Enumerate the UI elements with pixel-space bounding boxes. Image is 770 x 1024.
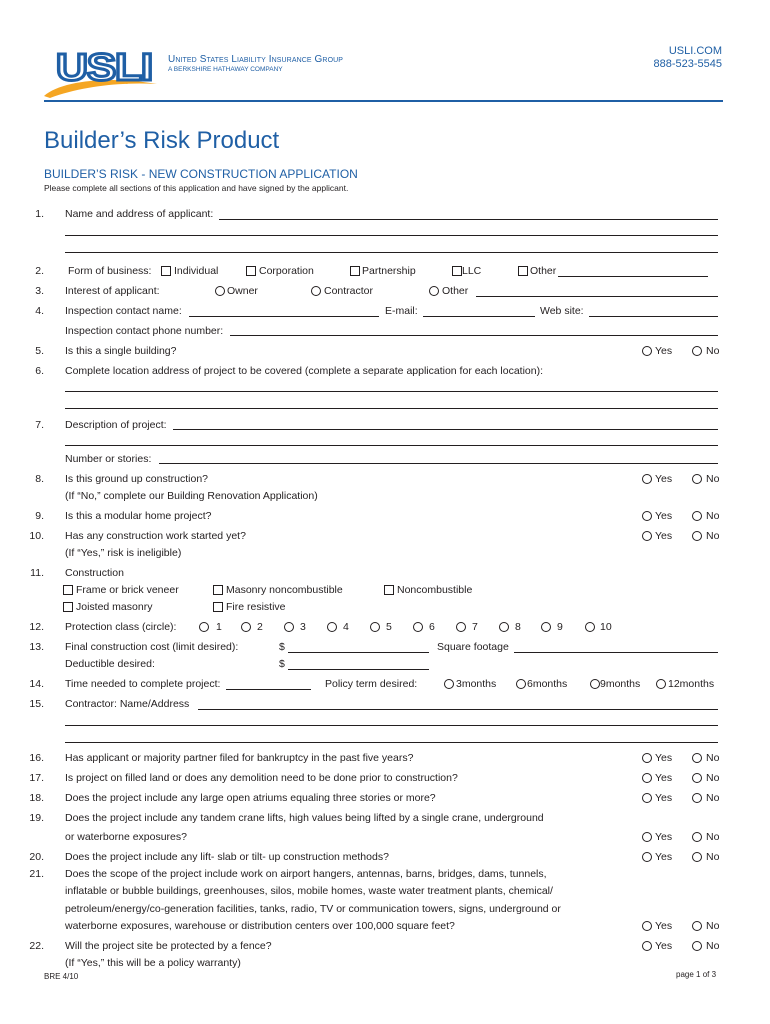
q21-label-line-3: petroleum/energy/co-generation facilities, tanks, radio, TV or communication towers, signs, underground or bbox=[65, 903, 561, 915]
q12-class-5-label: 5 bbox=[386, 621, 392, 633]
q17-no-label: No bbox=[706, 772, 720, 784]
q2-other-label: Other bbox=[530, 265, 557, 277]
q18-yes-label: Yes bbox=[655, 792, 673, 804]
form-subtitle: BUILDER’S RISK - NEW CONSTRUCTION APPLICATION bbox=[44, 167, 358, 181]
q13-label: Final construction cost (limit desired): bbox=[65, 641, 239, 653]
q14-6months-label: 6months bbox=[527, 678, 568, 690]
q22-no-label: No bbox=[706, 940, 720, 952]
q21-label-line-1: Does the scope of the project include work on airport hangers, antennas, barns, bridges, dams, tunnels, bbox=[65, 868, 547, 880]
q4-label: Inspection contact name: bbox=[65, 305, 182, 317]
q18-no-radio[interactable] bbox=[692, 793, 702, 803]
q18-no-label: No bbox=[706, 792, 720, 804]
q12-class-8-radio[interactable] bbox=[499, 622, 509, 632]
q7-number: 7. bbox=[35, 419, 44, 431]
q10-note: (If “Yes,” risk is ineligible) bbox=[65, 547, 182, 559]
q14-9months-radio[interactable] bbox=[590, 679, 600, 689]
q16-label: Has applicant or majority partner filed for bankruptcy in the past five years? bbox=[65, 752, 414, 764]
phone-number: 888-523-5545 bbox=[653, 58, 722, 70]
q5-number: 5. bbox=[35, 345, 44, 357]
q2-label: Form of business: bbox=[68, 265, 152, 277]
q20-label: Does the project include any lift- slab or tilt- up construction methods? bbox=[65, 851, 389, 863]
q11-noncomb-label: Noncombustible bbox=[397, 584, 473, 596]
form-instructions: Please complete all sections of this application and have signed by the applicant. bbox=[44, 183, 349, 193]
q9-number: 9. bbox=[35, 510, 44, 522]
q21-no-radio[interactable] bbox=[692, 921, 702, 931]
q21-label-line-2: inflatable or bubble buildings, greenhouses, silos, mobile homes, waste water treatment plants, chemical/ bbox=[65, 885, 553, 897]
q8-number: 8. bbox=[35, 473, 44, 485]
q12-class-3-radio[interactable] bbox=[284, 622, 294, 632]
q12-class-10-radio[interactable] bbox=[585, 622, 595, 632]
q20-no-label: No bbox=[706, 851, 720, 863]
q5-no-radio[interactable] bbox=[692, 346, 702, 356]
q16-yes-label: Yes bbox=[655, 752, 673, 764]
q19-label-line-1: Does the project include any tandem crane lifts, high values being lifted by a single crane, underground bbox=[65, 812, 544, 824]
q1-field-line-2[interactable] bbox=[65, 235, 718, 236]
q12-class-2-radio[interactable] bbox=[241, 622, 251, 632]
q5-no-label: No bbox=[706, 345, 720, 357]
q17-yes-label: Yes bbox=[655, 772, 673, 784]
q21-no-label: No bbox=[706, 920, 720, 932]
q2-partnership-label: Partnership bbox=[362, 265, 416, 277]
q11-frame-checkbox[interactable] bbox=[63, 585, 73, 595]
q10-label: Has any construction work started yet? bbox=[65, 530, 246, 542]
q16-no-radio[interactable] bbox=[692, 753, 702, 763]
q2-llc-checkbox[interactable] bbox=[452, 266, 462, 276]
company-subtitle: A BERKSHIRE HATHAWAY COMPANY bbox=[168, 66, 283, 73]
q20-number: 20. bbox=[29, 851, 44, 863]
q2-llc-label: LLC bbox=[462, 265, 482, 277]
q4-contact-name-field[interactable] bbox=[189, 316, 379, 317]
q3-other-field[interactable] bbox=[476, 296, 718, 297]
header-divider bbox=[44, 100, 723, 102]
q22-label: Will the project site be protected by a fence? bbox=[65, 940, 272, 952]
q3-other-label: Other bbox=[442, 285, 469, 297]
q4-phone-label: Inspection contact phone number: bbox=[65, 325, 224, 337]
q11-label: Construction bbox=[65, 567, 124, 579]
q14-12months-radio[interactable] bbox=[656, 679, 666, 689]
q8-label: Is this ground up construction? bbox=[65, 473, 209, 485]
q15-field-line-1[interactable] bbox=[198, 709, 718, 710]
q21-yes-label: Yes bbox=[655, 920, 673, 932]
q1-field-line-1[interactable] bbox=[219, 219, 718, 220]
q3-number: 3. bbox=[35, 285, 44, 297]
q11-fire-resistive-checkbox[interactable] bbox=[213, 602, 223, 612]
q1-number: 1. bbox=[35, 208, 44, 220]
q9-label: Is this a modular home project? bbox=[65, 510, 212, 522]
q20-yes-label: Yes bbox=[655, 851, 673, 863]
q12-class-10-label: 10 bbox=[600, 621, 612, 633]
q4-web-field[interactable] bbox=[589, 316, 718, 317]
q14-3months-radio[interactable] bbox=[444, 679, 454, 689]
q4-phone-field[interactable] bbox=[230, 335, 718, 336]
q19-yes-radio[interactable] bbox=[642, 832, 652, 842]
page-title: Builder’s Risk Product bbox=[44, 127, 280, 154]
q12-class-4-label: 4 bbox=[343, 621, 349, 633]
q12-class-3-label: 3 bbox=[300, 621, 306, 633]
q22-number: 22. bbox=[29, 940, 44, 952]
q21-label-line-4: waterborne exposures, warehouse or distribution centers over 100,000 square feet? bbox=[65, 920, 455, 932]
q22-yes-radio[interactable] bbox=[642, 941, 652, 951]
q10-yes-label: Yes bbox=[655, 530, 673, 542]
q2-other-field[interactable] bbox=[558, 276, 708, 277]
q2-individual-checkbox[interactable] bbox=[161, 266, 171, 276]
q14-3months-label: 3months bbox=[456, 678, 497, 690]
q13-deductible-field[interactable] bbox=[288, 669, 429, 670]
q14-label: Time needed to complete project: bbox=[65, 678, 221, 690]
q7-field-line-2[interactable] bbox=[65, 445, 718, 446]
q8-no-label: No bbox=[706, 473, 720, 485]
q12-class-9-label: 9 bbox=[557, 621, 563, 633]
q3-contractor-label: Contractor bbox=[324, 285, 374, 297]
company-name: United States Liability Insurance Group bbox=[168, 54, 344, 65]
q8-no-radio[interactable] bbox=[692, 474, 702, 484]
q18-number: 18. bbox=[29, 792, 44, 804]
q1-label: Name and address of applicant: bbox=[65, 208, 214, 220]
q11-masonry-noncomb-checkbox[interactable] bbox=[213, 585, 223, 595]
q20-no-radio[interactable] bbox=[692, 852, 702, 862]
q14-9months-label: 9months bbox=[600, 678, 641, 690]
q17-no-radio[interactable] bbox=[692, 773, 702, 783]
q5-yes-label: Yes bbox=[655, 345, 673, 357]
q10-number: 10. bbox=[29, 530, 44, 542]
q2-other-checkbox[interactable] bbox=[518, 266, 528, 276]
q16-no-label: No bbox=[706, 752, 720, 764]
q9-no-radio[interactable] bbox=[692, 511, 702, 521]
q3-contractor-radio[interactable] bbox=[311, 286, 321, 296]
q19-label-line-2: or waterborne exposures? bbox=[65, 831, 187, 843]
q12-label: Protection class (circle): bbox=[65, 621, 177, 633]
q3-owner-radio[interactable] bbox=[215, 286, 225, 296]
q14-6months-radio[interactable] bbox=[516, 679, 526, 689]
q7-stories-label: Number or stories: bbox=[65, 453, 152, 465]
q11-number: 11. bbox=[30, 567, 44, 579]
q12-class-7-radio[interactable] bbox=[456, 622, 466, 632]
q8-note: (If “No,” complete our Building Renovation Application) bbox=[65, 490, 318, 502]
q21-number: 21. bbox=[29, 868, 44, 880]
q10-no-radio[interactable] bbox=[692, 531, 702, 541]
form-code: BRE 4/10 bbox=[44, 972, 79, 981]
q15-number: 15. bbox=[29, 698, 44, 710]
q14-12months-label: 12months bbox=[668, 678, 715, 690]
q6-label: Complete location address of project to be covered (complete a separate application for each location): bbox=[65, 365, 544, 377]
q6-field-line-1[interactable] bbox=[65, 391, 718, 392]
q15-field-line-2[interactable] bbox=[65, 725, 718, 726]
q14-time-field[interactable] bbox=[226, 689, 311, 690]
q20-yes-radio[interactable] bbox=[642, 852, 652, 862]
q19-yes-label: Yes bbox=[655, 831, 673, 843]
q13-deductible-dollar: $ bbox=[279, 658, 285, 670]
q9-yes-label: Yes bbox=[655, 510, 673, 522]
q11-joisted-label: Joisted masonry bbox=[76, 601, 153, 613]
q22-note: (If “Yes,” this will be a policy warranty) bbox=[65, 957, 241, 969]
q17-number: 17. bbox=[29, 772, 44, 784]
q2-corporation-label: Corporation bbox=[259, 265, 314, 277]
q12-class-1-radio[interactable] bbox=[199, 622, 209, 632]
q12-class-6-radio[interactable] bbox=[413, 622, 423, 632]
q15-field-line-3[interactable] bbox=[65, 742, 718, 743]
q11-frame-label: Frame or brick veneer bbox=[76, 584, 179, 596]
q2-individual-label: Individual bbox=[174, 265, 219, 277]
q2-partnership-checkbox[interactable] bbox=[350, 266, 360, 276]
q12-class-8-label: 8 bbox=[515, 621, 521, 633]
q12-class-6-label: 6 bbox=[429, 621, 435, 633]
usli-logo bbox=[42, 40, 157, 100]
page-number: page 1 of 3 bbox=[676, 970, 717, 979]
logo-text: USLI bbox=[56, 47, 152, 89]
q4-web-label: Web site: bbox=[540, 305, 584, 317]
website-link[interactable]: USLI.COM bbox=[668, 45, 722, 57]
q7-stories-field[interactable] bbox=[159, 463, 718, 464]
q1-field-line-3[interactable] bbox=[65, 252, 718, 253]
q13-deductible-label: Deductible desired: bbox=[65, 658, 155, 670]
q2-corporation-checkbox[interactable] bbox=[246, 266, 256, 276]
q12-class-4-radio[interactable] bbox=[327, 622, 337, 632]
q7-field-line-1[interactable] bbox=[173, 429, 718, 430]
q13-dollar-sign: $ bbox=[279, 641, 285, 653]
q5-label: Is this a single building? bbox=[65, 345, 177, 357]
q11-noncomb-checkbox[interactable] bbox=[384, 585, 394, 595]
q15-label: Contractor: Name/Address bbox=[65, 698, 190, 710]
q10-no-label: No bbox=[706, 530, 720, 542]
q19-no-radio[interactable] bbox=[692, 832, 702, 842]
q3-label: Interest of applicant: bbox=[65, 285, 160, 297]
q4-email-label: E-mail: bbox=[385, 305, 418, 317]
q13-number: 13. bbox=[29, 641, 44, 653]
q12-class-2-label: 2 bbox=[257, 621, 263, 633]
q7-label: Description of project: bbox=[65, 419, 167, 431]
q19-no-label: No bbox=[706, 831, 720, 843]
q12-class-1-label: 1 bbox=[216, 621, 222, 633]
q3-other-radio[interactable] bbox=[429, 286, 439, 296]
q2-number: 2. bbox=[35, 265, 44, 277]
q6-number: 6. bbox=[35, 365, 44, 377]
q14-term-label: Policy term desired: bbox=[325, 678, 418, 690]
q13-sqft-label: Square footage bbox=[437, 641, 509, 653]
q19-number: 19. bbox=[29, 812, 44, 824]
q12-class-7-label: 7 bbox=[472, 621, 478, 633]
q13-cost-field[interactable] bbox=[288, 652, 429, 653]
q11-joisted-checkbox[interactable] bbox=[63, 602, 73, 612]
q12-class-5-radio[interactable] bbox=[370, 622, 380, 632]
q4-number: 4. bbox=[35, 305, 44, 317]
q4-email-field[interactable] bbox=[423, 316, 535, 317]
q18-yes-radio[interactable] bbox=[642, 793, 652, 803]
q6-field-line-2[interactable] bbox=[65, 408, 718, 409]
q17-label: Is project on filled land or does any demolition need to be done prior to construction? bbox=[65, 772, 458, 784]
q10-yes-radio[interactable] bbox=[642, 531, 652, 541]
q22-yes-label: Yes bbox=[655, 940, 673, 952]
q9-yes-radio[interactable] bbox=[642, 511, 652, 521]
q12-class-9-radio[interactable] bbox=[541, 622, 551, 632]
q3-owner-label: Owner bbox=[227, 285, 258, 297]
q18-label: Does the project include any large open atriums equaling three stories or more? bbox=[65, 792, 436, 804]
q17-yes-radio[interactable] bbox=[642, 773, 652, 783]
q9-no-label: No bbox=[706, 510, 720, 522]
q8-yes-radio[interactable] bbox=[642, 474, 652, 484]
q16-yes-radio[interactable] bbox=[642, 753, 652, 763]
q12-number: 12. bbox=[29, 621, 44, 633]
q5-yes-radio[interactable] bbox=[642, 346, 652, 356]
q11-fire-resistive-label: Fire resistive bbox=[226, 601, 286, 613]
q13-sqft-field[interactable] bbox=[514, 652, 718, 653]
q16-number: 16. bbox=[29, 752, 44, 764]
q21-yes-radio[interactable] bbox=[642, 921, 652, 931]
q8-yes-label: Yes bbox=[655, 473, 673, 485]
q14-number: 14. bbox=[29, 678, 44, 690]
q11-masonry-noncomb-label: Masonry noncombustible bbox=[226, 584, 343, 596]
q22-no-radio[interactable] bbox=[692, 941, 702, 951]
